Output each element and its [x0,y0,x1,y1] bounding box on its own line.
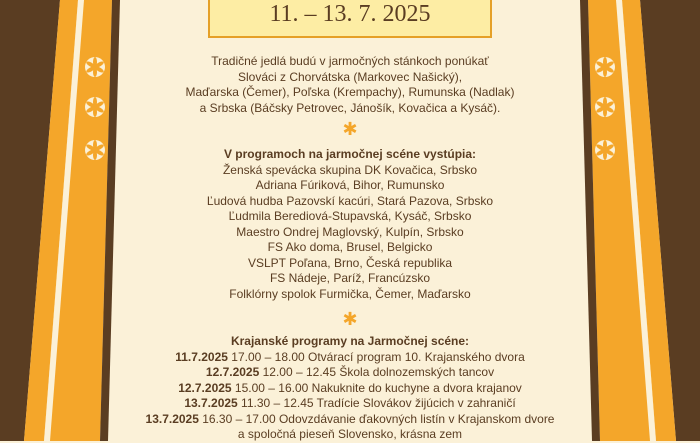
schedule-row [100,396,600,412]
list-item: FS Ako doma, Brusel, Belgicko [267,240,433,254]
schedule-continuation: a spoločná pieseň Slovensko, krásna zem [237,427,463,441]
schedule-date: 13.7.2025 [184,396,238,410]
performers-section [100,147,600,302]
intro-line: a Srbska (Báčsky Petrovec, Jánošík, Kovačica a Kysáč). [199,100,501,115]
performers-heading: V programoch na jarmočnej scéne vystúpia: [223,147,477,161]
schedule-row [100,350,600,366]
schedule-date: 11.7.2025 [175,349,228,364]
schedule-row [100,381,600,397]
schedule-date: 13.7.2025 [145,411,199,426]
schedule-date: 12.7.2025 [205,365,260,379]
list-item: Folklórny spolok Furmička, Čemer, Maďarsko [229,286,471,301]
intro-line: Slováci z Chorvátska (Markovec Našický), [237,69,463,84]
star-divider-icon: ✱ [342,309,358,329]
list-item: Ľudmila Berediová-Stupavská, Kysáč, Srbsko [228,209,472,223]
list-item: Ženská spevácka skupina DK Kovačica, Srbsko [222,162,478,177]
schedule-heading: Krajanské programy na Jarmočnej scéne: [230,334,470,348]
list-item: Adriana Fúriková, Bihor, Rumunsko [255,178,445,192]
list-item: VSLPT Poľana, Brno, Česká republika [247,255,453,270]
schedule-row [100,365,600,381]
schedule-text: 15.00 – 16.00 Nakuknite do kuchyne a dvora krajanov [231,380,522,395]
schedule-text: 11.30 – 12.45 Tradície Slovákov žijúcich v zahraničí [237,396,516,410]
list-item: Ľudová hudba Pazovskí kacúri, Stará Pazova, Srbsko [206,193,494,208]
list-item: Maestro Ondrej Maglovský, Kulpín, Srbsko [236,224,464,239]
schedule-row [100,412,600,428]
schedule-section [100,334,600,443]
schedule-text: 16.30 – 17.00 Odovzdávanie ďakovných listín v Krajanskom dvore [198,411,555,426]
date-banner: 11. – 13. 7. 2025 [208,0,492,38]
list-item: FS Nádeje, Paríž, Francúzsko [269,271,431,285]
intro-line: Maďarska (Čemer), Poľska (Krempachy), Rumunska (Nadlak) [185,85,515,99]
intro-line: Tradičné jedlá budú v jarmočných stánkoch ponúkať [211,54,489,68]
star-divider-icon: ✱ [342,119,358,139]
schedule-date: 12.7.2025 [178,380,232,395]
content [100,0,600,441]
schedule-text: 17.00 – 18.00 Otvárací program 10. Krajanského dvora [227,349,525,364]
intro-text [100,54,600,116]
schedule-text: 12.00 – 12.45 Škola dolnozemských tancov [259,365,495,379]
